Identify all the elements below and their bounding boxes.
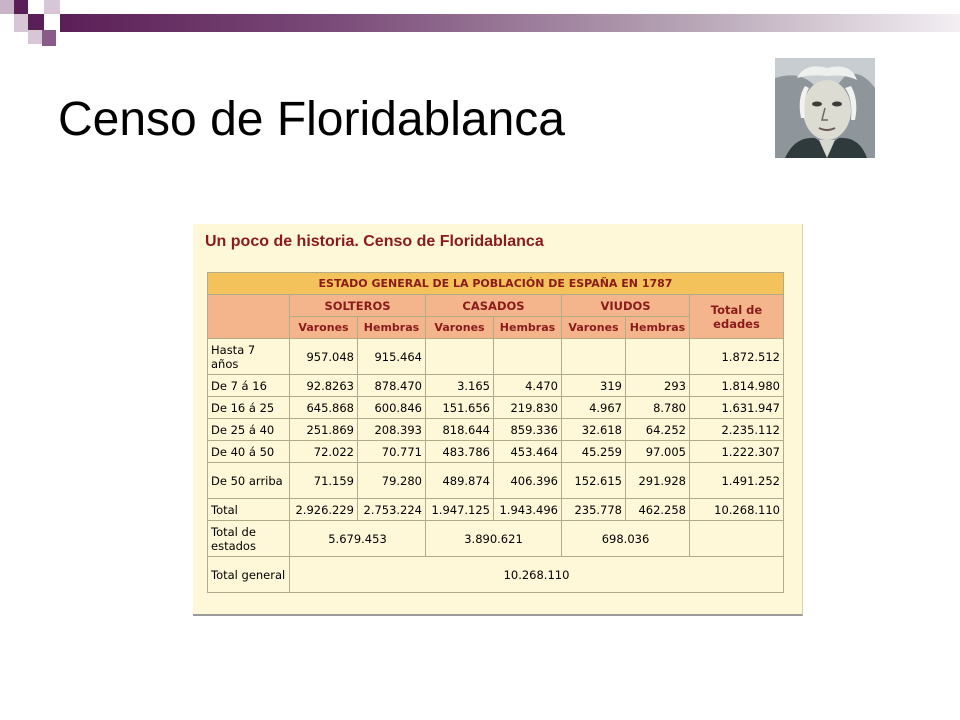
row-label: Total	[208, 499, 290, 521]
cell	[562, 339, 626, 375]
cell-total: 1.631.947	[690, 397, 784, 419]
cell: 64.252	[626, 419, 690, 441]
subheader-hembras: Hembras	[358, 317, 426, 339]
table-caption: ESTADO GENERAL DE LA POBLACIÓN DE ESPAÑA EN 1787	[208, 273, 784, 295]
decorative-square	[0, 0, 14, 14]
cell: 462.258	[626, 499, 690, 521]
table-row-total-estados	[208, 521, 784, 557]
row-label: Hasta 7 años	[208, 339, 290, 375]
table-row	[208, 419, 784, 441]
row-label: De 40 á 50	[208, 441, 290, 463]
cell-empty	[690, 521, 784, 557]
cell: 406.396	[494, 463, 562, 499]
cell: 645.868	[290, 397, 358, 419]
cell: 32.618	[562, 419, 626, 441]
group-header-row	[208, 295, 784, 317]
census-table	[207, 272, 784, 593]
row-label: Total general	[208, 557, 290, 593]
table-row	[208, 397, 784, 419]
cell: 2.926.229	[290, 499, 358, 521]
header-total-edades: Total de edades	[690, 295, 784, 339]
cell	[494, 339, 562, 375]
slide-title: Censo de Floridablanca	[58, 93, 565, 146]
cell: 79.280	[358, 463, 426, 499]
cell-total: 1.222.307	[690, 441, 784, 463]
row-label: De 50 arriba	[208, 463, 290, 499]
subheader-varones: Varones	[426, 317, 494, 339]
cell: 489.874	[426, 463, 494, 499]
cell: 70.771	[358, 441, 426, 463]
cell-total: 1.872.512	[690, 339, 784, 375]
table-caption-row	[208, 273, 784, 295]
cell: 4.470	[494, 375, 562, 397]
cell-total: 1.814.980	[690, 375, 784, 397]
group-header-solteros: SOLTEROS	[290, 295, 426, 317]
table-row-total-general	[208, 557, 784, 593]
table-row	[208, 339, 784, 375]
cell	[426, 339, 494, 375]
row-label: De 16 á 25	[208, 397, 290, 419]
cell-total: 1.491.252	[690, 463, 784, 499]
cell: 97.005	[626, 441, 690, 463]
cell: 235.778	[562, 499, 626, 521]
cell: 600.846	[358, 397, 426, 419]
corner-cell	[208, 295, 290, 339]
cell: 453.464	[494, 441, 562, 463]
portrait-image	[775, 58, 875, 158]
decorative-square	[28, 14, 44, 30]
decorative-square	[42, 30, 56, 46]
cell-total-general: 10.268.110	[290, 557, 784, 593]
cell: 859.336	[494, 419, 562, 441]
cell: 251.869	[290, 419, 358, 441]
decorative-header-bar	[60, 14, 960, 32]
cell: 71.159	[290, 463, 358, 499]
cell-total: 10.268.110	[690, 499, 784, 521]
cell: 8.780	[626, 397, 690, 419]
cell: 1.947.125	[426, 499, 494, 521]
cell: 319	[562, 375, 626, 397]
cell: 152.615	[562, 463, 626, 499]
decorative-square	[14, 14, 28, 32]
subheader-hembras: Hembras	[626, 317, 690, 339]
table-row	[208, 463, 784, 499]
cell: 1.943.496	[494, 499, 562, 521]
row-label: De 25 á 40	[208, 419, 290, 441]
cell: 483.786	[426, 441, 494, 463]
decorative-square	[14, 0, 28, 14]
cell: 45.259	[562, 441, 626, 463]
cell: 818.644	[426, 419, 494, 441]
cell: 4.967	[562, 397, 626, 419]
cell: 293	[626, 375, 690, 397]
cell: 208.393	[358, 419, 426, 441]
table-row	[208, 375, 784, 397]
row-label: Total de estados	[208, 521, 290, 557]
cell: 3.165	[426, 375, 494, 397]
cell-total: 2.235.112	[690, 419, 784, 441]
cell-total-solteros: 5.679.453	[290, 521, 426, 557]
cell: 72.022	[290, 441, 358, 463]
decorative-square	[44, 0, 60, 14]
row-label: De 7 á 16	[208, 375, 290, 397]
cell: 957.048	[290, 339, 358, 375]
table-row-total	[208, 499, 784, 521]
cell-total-viudos: 698.036	[562, 521, 690, 557]
decorative-square	[28, 30, 42, 44]
panel-heading: Un poco de historia. Censo de Floridablanca	[205, 233, 544, 250]
cell: 291.928	[626, 463, 690, 499]
group-header-casados: CASADOS	[426, 295, 562, 317]
cell: 2.753.224	[358, 499, 426, 521]
cell: 92.8263	[290, 375, 358, 397]
cell: 219.830	[494, 397, 562, 419]
cell: 151.656	[426, 397, 494, 419]
cell: 878.470	[358, 375, 426, 397]
table-row	[208, 441, 784, 463]
subheader-hembras: Hembras	[494, 317, 562, 339]
cell: 915.464	[358, 339, 426, 375]
cell-total-casados: 3.890.621	[426, 521, 562, 557]
group-header-viudos: VIUDOS	[562, 295, 690, 317]
subheader-varones: Varones	[290, 317, 358, 339]
census-panel	[193, 224, 803, 616]
cell	[626, 339, 690, 375]
subheader-varones: Varones	[562, 317, 626, 339]
